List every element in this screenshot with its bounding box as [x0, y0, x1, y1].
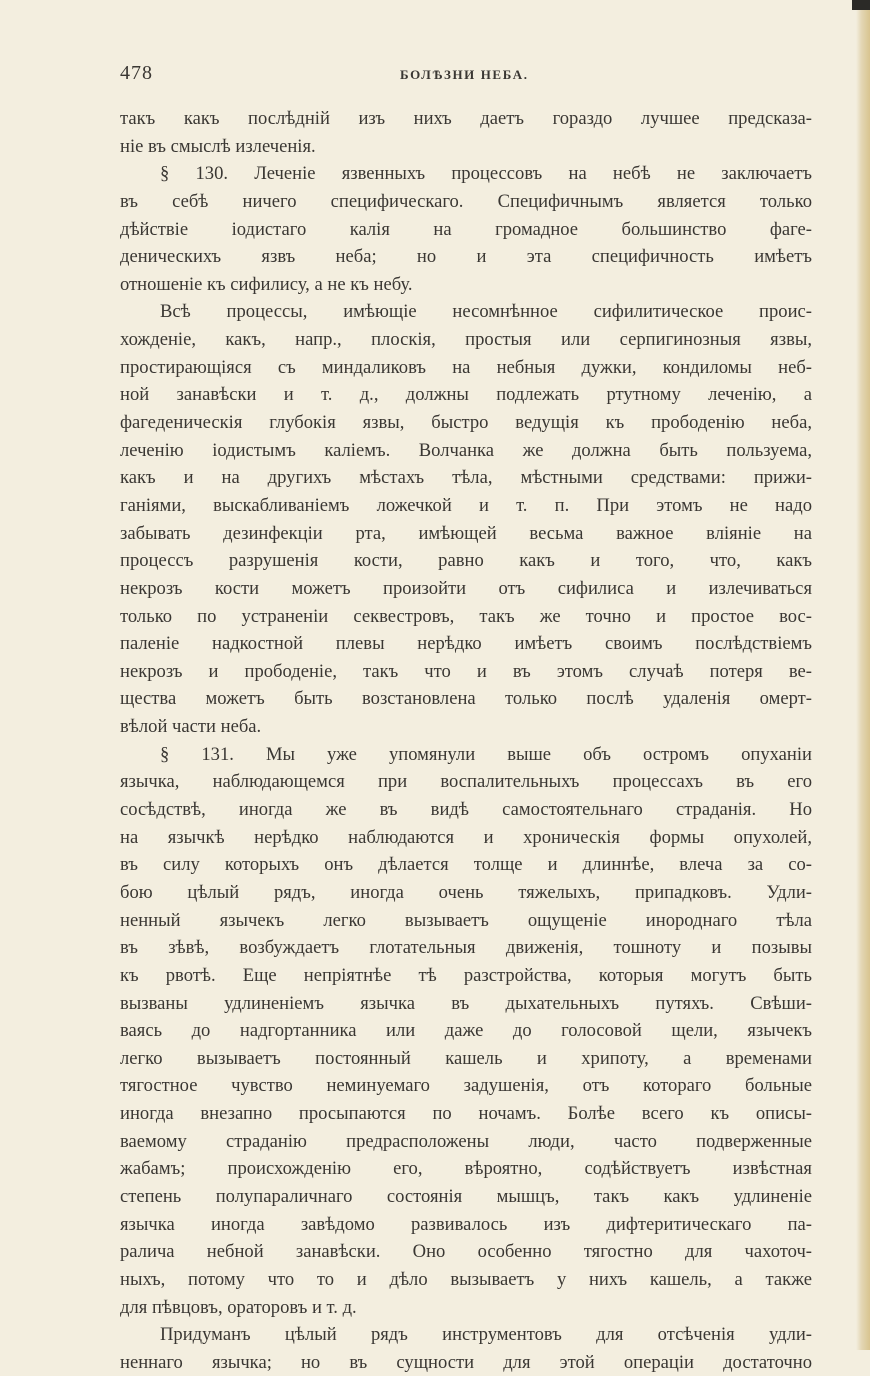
text-line: такъ какъ послѣдній изъ нихъ даетъ гораздо лучшее предсказа-	[120, 108, 812, 129]
text-line: простирающіяся съ миндаликовъ на небныя дужки, кондиломы неб-	[120, 356, 812, 378]
text-line: въ зѣвѣ, возбуждаетъ глотательныя движенія, тошноту и позывы	[120, 937, 812, 959]
text-line: отношеніе къ сифилису, а не къ небу.	[120, 273, 413, 295]
text-line: дѣйствіе іодистаго калія на громадное большинство фаге-	[120, 218, 812, 240]
text-line: паленіе надкостной плевы нерѣдко имѣетъ своимъ послѣдствіемъ	[120, 633, 812, 655]
text-line: въ себѣ ничего специфическаго. Специфичнымъ является только	[120, 190, 812, 212]
page-number: 478	[120, 62, 153, 84]
text-line: ваемому страданію предрасположены люди, часто подверженные	[120, 1130, 812, 1152]
text-line: Всѣ процессы, имѣющіе несомнѣнное сифилитическое проис-	[160, 301, 812, 323]
text-line: степень полупараличнаго состоянія мышцъ, такъ какъ удлиненіе	[120, 1185, 812, 1207]
running-title: БОЛѢЗНИ НЕБА.	[400, 67, 529, 82]
text-line: процессъ разрушенія кости, равно какъ и того, что, какъ	[120, 550, 812, 572]
text-line: вѣлой части неба.	[120, 716, 262, 738]
text-line: щества можетъ быть возстановлена только послѣ удаленія омерт-	[120, 688, 812, 710]
text-line: язычка иногда завѣдомо развивалось изъ дифтеритическаго па-	[120, 1213, 812, 1235]
text-line: некрозъ кости можетъ произойти отъ сифилиса и излечиваться	[120, 577, 812, 599]
text-line: некрозъ и прободеніе, такъ что и въ этомъ случаѣ потеря ве-	[120, 660, 812, 682]
text-line: хожденіе, какъ, напр., плоскія, простыя или серпигинозныя язвы,	[120, 329, 812, 351]
text-line: Придуманъ цѣлый рядъ инструментовъ для отсѣченія удли-	[160, 1324, 812, 1346]
text-line: для пѣвцовъ, ораторовъ и т. д.	[120, 1296, 357, 1318]
text-line: жабамъ; происхожденію его, вѣроятно, содѣйствуетъ извѣстная	[120, 1158, 812, 1180]
text-line: язычка, наблюдающемся при воспалительныхъ процессахъ въ его	[120, 771, 812, 793]
text-line: только по устраненіи секвестровъ, такъ же точно и простое вос-	[120, 605, 812, 627]
text-line: иногда внезапно просыпаются по ночамъ. Болѣе всего къ описы-	[120, 1103, 812, 1125]
text-line: бою цѣлый рядъ, иногда очень тяжелыхъ, припадковъ. Удли-	[120, 881, 812, 903]
text-line: къ рвотѣ. Еще непріятнѣе тѣ разстройства, которыя могутъ быть	[120, 964, 812, 986]
text-line: леченію іодистымъ каліемъ. Волчанка же должна быть пользуема,	[120, 439, 812, 461]
page-header	[120, 62, 806, 88]
text-line: ненный язычекъ легко вызываетъ ощущеніе инороднаго тѣла	[120, 909, 812, 931]
text-line: тягостное чувство неминуемаго задушенія, отъ котораго больные	[120, 1075, 812, 1097]
text-line: забывать дезинфекціи рта, имѣющей весьма важное вліяніе на	[120, 522, 812, 544]
text-line: ніе въ смыслѣ излеченія.	[120, 135, 316, 157]
text-line: сосѣдствѣ, иногда же въ видѣ самостоятельнаго страданія. Но	[120, 799, 812, 821]
text-line: въ силу которыхъ онъ дѣлается толще и длиннѣе, влеча за со-	[120, 854, 812, 876]
text-line: ралича небной занавѣски. Оно особенно тягостно для чахоточ-	[120, 1241, 812, 1263]
text-line: § 131. Мы уже упомянули выше объ остромъ опуханіи	[160, 743, 812, 765]
text-line: легко вызываетъ постоянный кашель и хрипоту, а временами	[120, 1047, 812, 1069]
text-line: ваясь до надгортанника или даже до голосовой щели, язычекъ	[120, 1020, 812, 1042]
page-edge-shadow	[856, 0, 870, 1350]
text-line: § 130. Леченіе язвенныхъ процессовъ на небѣ не заключаетъ	[160, 163, 812, 185]
page-corner	[852, 0, 870, 10]
text-line: неннаго язычка; но въ сущности для этой операціи достаточно	[120, 1351, 812, 1373]
text-line: ной занавѣски и т. д., должны подлежать ртутному леченію, а	[120, 384, 812, 406]
text-line: на язычкѣ нерѣдко наблюдаются и хроническія формы опухолей,	[120, 826, 812, 848]
text-line: деническихъ язвъ неба; но и эта специфичность имѣетъ	[120, 246, 812, 268]
text-line: вызваны удлиненіемъ язычка въ дыхательныхъ путяхъ. Свѣши-	[120, 992, 812, 1014]
text-line: ганіями, выскабливаніемъ ложечкой и т. п. При этомъ не надо	[120, 494, 812, 516]
body-text	[120, 105, 812, 1376]
text-line: какъ и на другихъ мѣстахъ тѣла, мѣстными средствами: прижи-	[120, 467, 812, 489]
text-line: ныхъ, потому что то и дѣло вызываетъ у нихъ кашель, а также	[120, 1268, 812, 1290]
text-line: фагеденическія глубокія язвы, быстро ведущія къ прободенію неба,	[120, 412, 812, 434]
